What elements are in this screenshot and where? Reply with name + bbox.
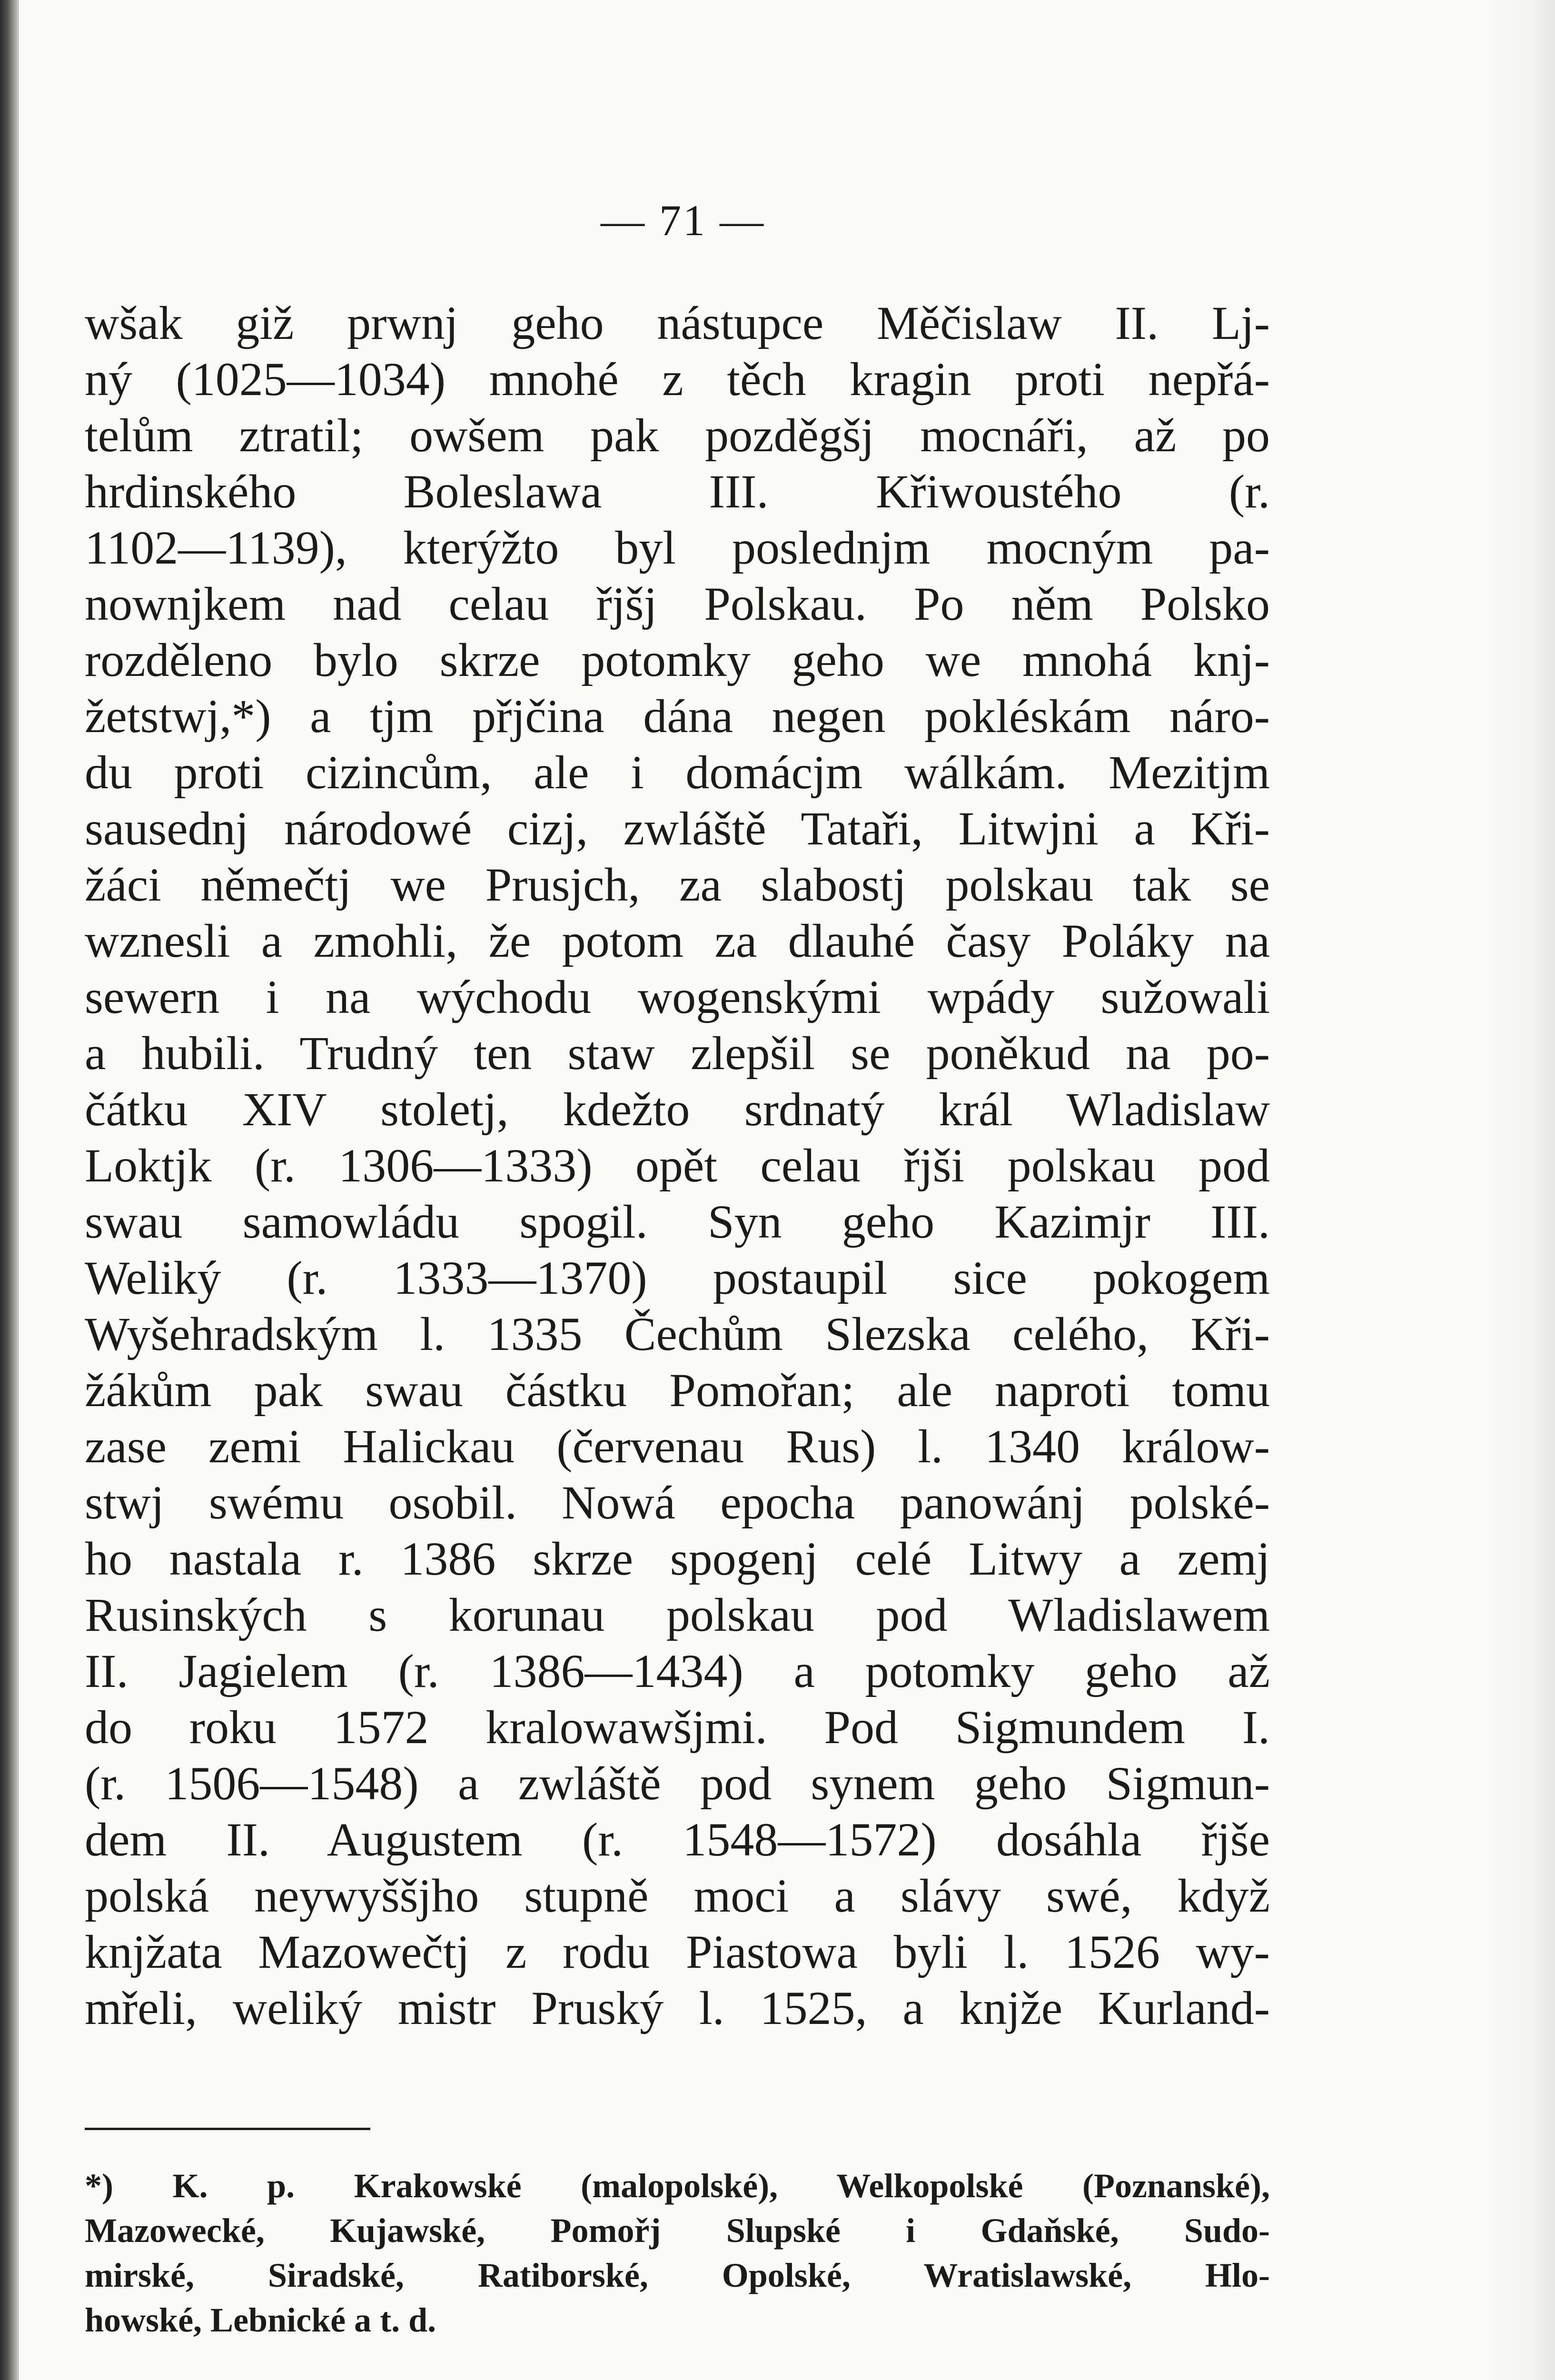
body-line: zase zemi Halickau (červenau Rus) l. 1340 králow- xyxy=(85,1420,1270,1473)
footnote xyxy=(85,2163,1270,2342)
body-line: telům ztratil; owšem pak pozděgšj mocnáři, až po xyxy=(85,409,1270,462)
footnote-line: mirské, Siradské, Ratiborské, Opolské, Wratislawské, Hlo- xyxy=(85,2256,1270,2294)
body-text xyxy=(85,295,1270,2036)
body-line: žetstwj,*) a tjm přjčina dána negen pokléskám náro- xyxy=(85,690,1270,743)
body-line: II. Jagielem (r. 1386—1434) a potomky geho až xyxy=(85,1645,1270,1697)
body-line: čátku XIV stoletj, kdežto srdnatý král Wladislaw xyxy=(85,1083,1270,1136)
body-line: (r. 1506—1548) a zwláště pod synem geho Sigmun- xyxy=(85,1757,1270,1810)
body-line: žákům pak swau částku Pomořan; ale naproti tomu xyxy=(85,1364,1270,1417)
body-line: a hubili. Trudný ten staw zlepšil se poněkud na po- xyxy=(85,1027,1270,1080)
body-line: Rusinských s korunau polskau pod Wladislawem xyxy=(85,1588,1270,1641)
body-line: wznesli a zmohli, že potom za dlauhé časy Poláky na xyxy=(85,914,1270,967)
body-line: dem II. Augustem (r. 1548—1572) dosáhla řjše xyxy=(85,1813,1270,1866)
footnote-divider xyxy=(85,2128,370,2130)
body-line: stwj swému osobil. Nowá epocha panowánj polské- xyxy=(85,1476,1270,1529)
body-line: žáci němečtj we Prusjch, za slabostj polskau tak se xyxy=(85,858,1270,911)
page-number: — 71 — xyxy=(601,196,765,245)
footnote-line: Mazowecké, Kujawské, Pomořj Slupské i Gdaňské, Sudo- xyxy=(85,2211,1270,2250)
body-line: sewern i na wýchodu wogenskými wpády sužowali xyxy=(85,971,1270,1023)
body-line: Wyšehradským l. 1335 Čechům Slezska celého, Kři- xyxy=(85,1308,1270,1360)
footnote-line: *) K. p. Krakowské (malopolské), Welkopolské (Poznanské), xyxy=(85,2167,1270,2205)
body-line: knjžata Mazowečtj z rodu Piastowa byli l. 1526 wy- xyxy=(85,1925,1270,1978)
body-line: do roku 1572 kralowawšjmi. Pod Sigmundem I. xyxy=(85,1701,1270,1754)
body-line: ho nastala r. 1386 skrze spogenj celé Litwy a zemj xyxy=(85,1532,1270,1585)
body-line: polská neywyššjho stupně moci a slávy swé, když xyxy=(85,1869,1270,1922)
body-line: Weliký (r. 1333—1370) postaupil sice pokogem xyxy=(85,1251,1270,1304)
body-line: du proti cizincům, ale i domácjm wálkám. Mezitjm xyxy=(85,746,1270,799)
body-line: sausednj národowé cizj, zwláště Tataři, Litwjni a Kři- xyxy=(85,802,1270,855)
body-line: mřeli, weliký mistr Pruský l. 1525, a knjže Kurland- xyxy=(85,1982,1270,2034)
page-edge-shade xyxy=(1484,0,1555,2380)
body-line: nownjkem nad celau řjšj Polskau. Po něm Polsko xyxy=(85,577,1270,630)
body-line: wšak giž prwnj geho nástupce Měčislaw II. Lj- xyxy=(85,297,1270,349)
body-line: ný (1025—1034) mnohé z těch kragin proti nepřá- xyxy=(85,353,1270,406)
body-line: swau samowládu spogil. Syn geho Kazimjr III. xyxy=(85,1195,1270,1248)
body-line: 1102—1139), kterýžto byl poslednjm mocným pa- xyxy=(85,521,1270,574)
body-line: hrdinského Boleslawa III. Křiwoustého (r. xyxy=(85,465,1270,518)
body-line: Loktjk (r. 1306—1333) opět celau řjši polskau pod xyxy=(85,1139,1270,1192)
book-gutter-shadow xyxy=(0,0,19,2380)
footnote-line: howské, Lebnické a t. d. xyxy=(85,2301,436,2339)
body-line: rozděleno bylo skrze potomky geho we mnohá knj- xyxy=(85,634,1270,686)
